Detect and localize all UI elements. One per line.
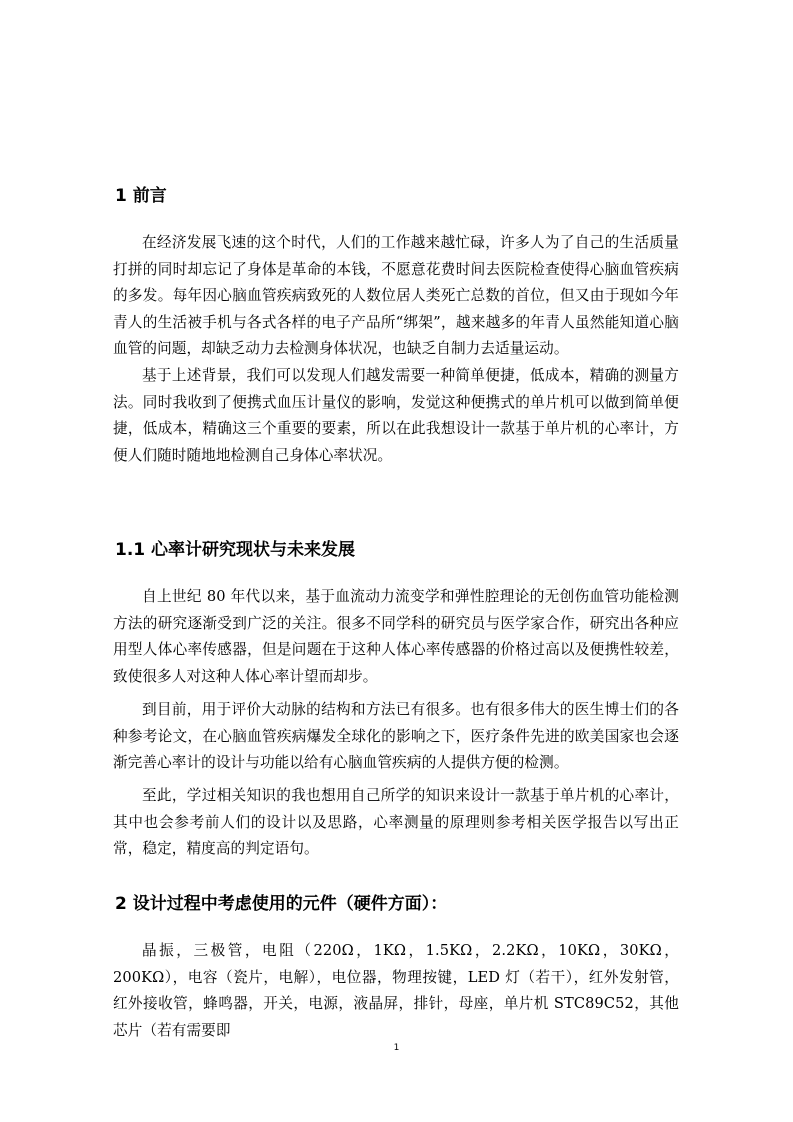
section-1-paragraph-2: 基于上述背景，我们可以发现人们越发需要一种简单便捷，低成本，精确的测量方法。同时我收到了便携式血压计量仪的影响，发觉这种便携式的单片机可以做到简单便捷，低成本，精确这三个重要的要素，所以在此我想设计一款基于单片机的心率计，方便人们随时随地地检测自己身体心率状况。 <box>113 367 679 464</box>
section-2-heading: 2 设计过程中考虑使用的元件（硬件方面）： <box>115 894 448 914</box>
section-1-1-paragraph-3: 至此，学过相关知识的我也想用自己所学的知识来设计一款基于单片机的心率计，其中也会参考前人们的设计以及思路，心率测量的原理则参考相关医学报告以写出正常，稳定，精度高的判定语句。 <box>113 787 679 857</box>
section-2-paragraph-1: 晶振，三极管，电阻（220Ω，1KΩ，1.5KΩ，2.2KΩ，10KΩ，30KΩ，200KΩ），电容（瓷片，电解），电位器，物理按键，LED 灯（若干），红外发射管，红外接收管，蜂鸣器，开关，电源，液晶屏，排针，母座，单片机 STC89C52，其他芯片（若有需要即 <box>113 942 679 1039</box>
section-1-heading: 1 前言 <box>115 186 167 206</box>
section-1-paragraph-1: 在经济发展飞速的这个时代，人们的工作越来越忙碌，许多人为了自己的生活质量打拼的同时却忘记了身体是革命的本钱，不愿意花费时间去医院检查使得心脑血管疾病的多发。每年因心脑血管疾病致死的人数位居人类死亡总数的首位，但又由于现如今年青人的生活被手机与各式各样的电子产品所“绑架”，越来越多的年青人虽然能知道心脑血管的问题，却缺乏动力去检测身体状况，也缺乏自制力去适量运动。 <box>113 234 679 357</box>
page-number: 1 <box>393 1043 400 1053</box>
section-1-1-paragraph-1: 自上世纪 80 年代以来，基于血流动力流变学和弹性腔理论的无创伤血管功能检测方法的研究逐渐受到广泛的关注。很多不同学科的研究员与医学家合作，研究出各种应用型人体心率传感器，但是问题在于这种人体心率传感器的价格过高以及便携性较差，致使很多人对这种人体心率计望而却步。 <box>113 588 679 685</box>
section-1-1-heading: 1.1 心率计研究现状与未来发展 <box>115 540 356 560</box>
section-1-1-paragraph-2: 到目前，用于评价大动脉的结构和方法已有很多。也有很多伟大的医生博士们的各种参考论文，在心脑血管疾病爆发全球化的影响之下，医疗条件先进的欧美国家也会逐渐完善心率计的设计与功能以给有心脑血管疾病的人提供方便的检测。 <box>113 701 679 771</box>
